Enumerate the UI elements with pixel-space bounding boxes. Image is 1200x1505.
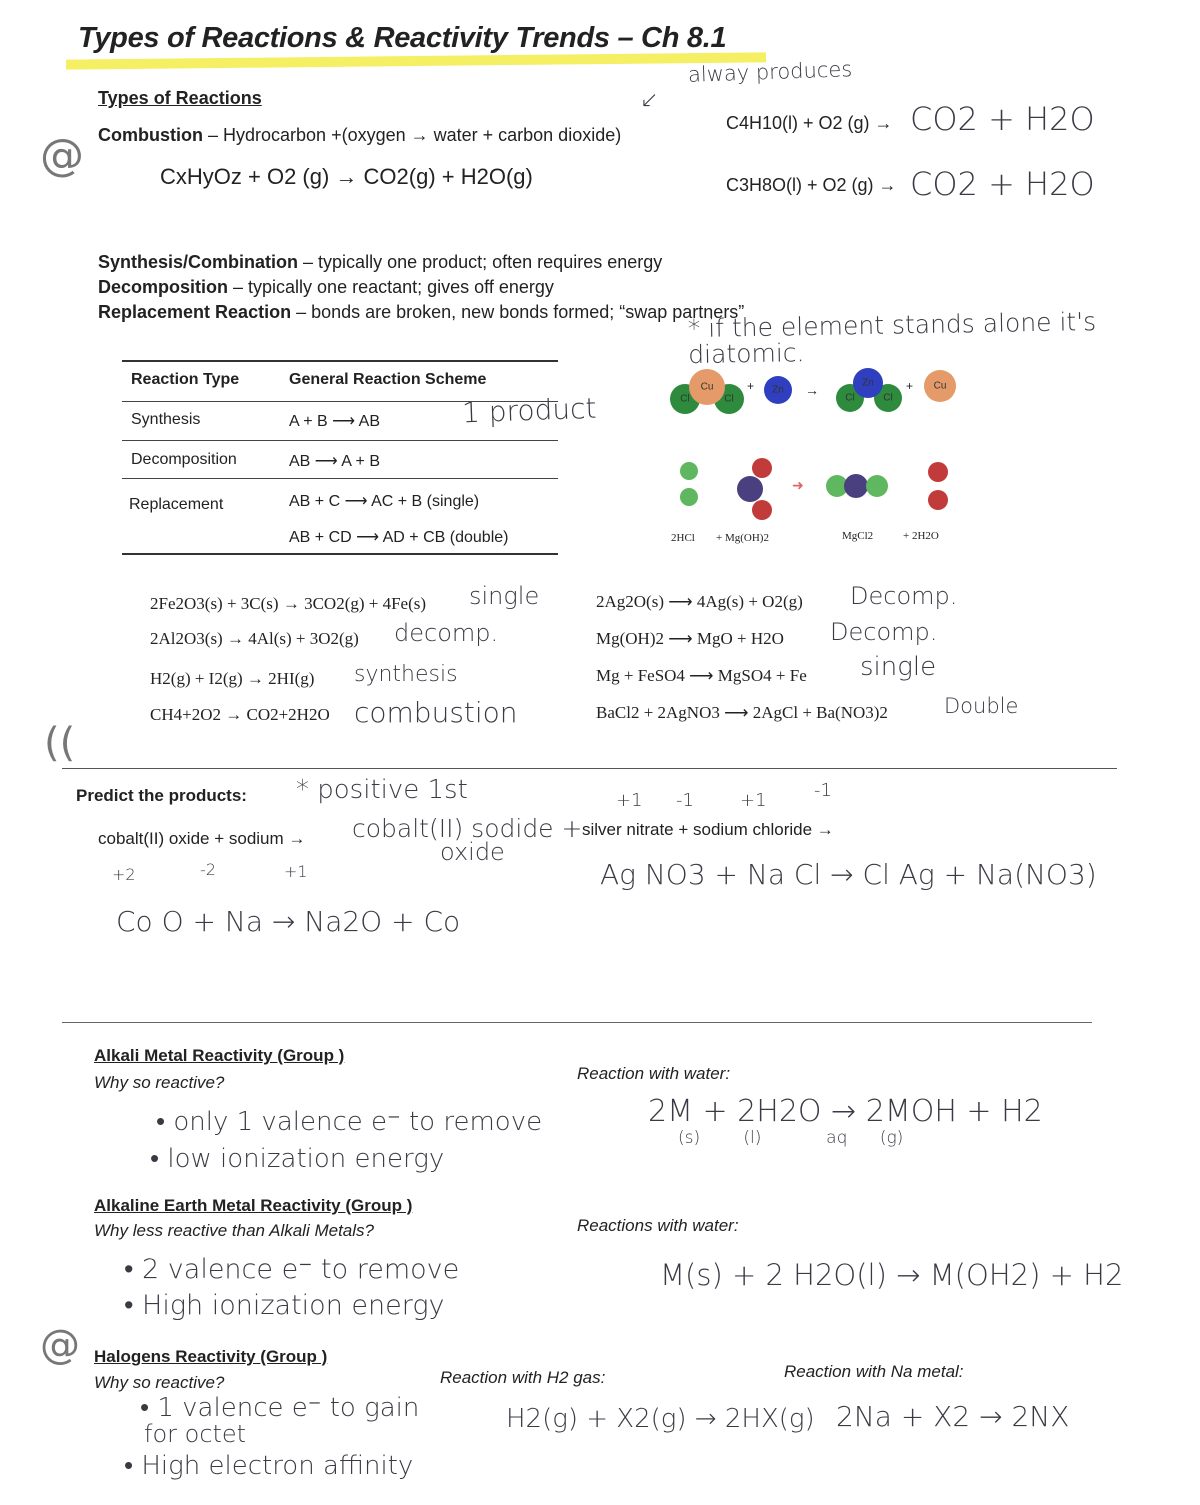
oxygen-atom-icon bbox=[752, 500, 772, 520]
model-label-h2o: + 2H2O bbox=[903, 530, 939, 542]
table-replacement-type: Replacement bbox=[129, 496, 224, 513]
example-right-2: Mg(OH)2 ⟶ MgO + H2O bbox=[596, 629, 784, 648]
atom-cu: Cu bbox=[689, 369, 725, 405]
table-rule-2 bbox=[122, 440, 558, 441]
model-label-mgoh2: + Mg(OH)2 bbox=[716, 532, 769, 544]
alkali-question: Why so reactive? bbox=[94, 1073, 225, 1092]
table-replacement-single: AB + C ⟶ AC + B (single) bbox=[289, 493, 480, 510]
mgcl2-molecule-icon bbox=[866, 475, 888, 497]
table-rule-3 bbox=[122, 478, 558, 479]
example-left-3: H2(g) + I2(g) → 2HI(g) bbox=[150, 669, 315, 688]
hcl-molecule-icon bbox=[680, 462, 698, 480]
atom-zn: Zn bbox=[764, 376, 792, 404]
combustion-note: alway produces bbox=[687, 57, 853, 87]
water-molecule-icon bbox=[928, 462, 948, 482]
table-top-rule bbox=[122, 360, 558, 362]
combustion-line: Combustion – Hydrocarbon +(oxygen → water + carbon dioxide) bbox=[98, 125, 622, 145]
atom-cl: Cl bbox=[714, 384, 744, 414]
example-left-4: CH4+2O2 → CO2+2H2O bbox=[150, 705, 330, 724]
alkaline-earth-bullet-1: • 2 valence e⁻ to remove bbox=[124, 1254, 460, 1285]
section-divider-1 bbox=[62, 768, 1117, 769]
predict-question-1-answer: Co O + Na → Na2O + Co bbox=[116, 905, 461, 938]
example-right-1-type: Decomp. bbox=[850, 582, 958, 610]
example-right-1: 2Ag2O(s) ⟶ 4Ag(s) + O2(g) bbox=[596, 592, 803, 611]
predict-label: Predict the products: bbox=[76, 786, 247, 805]
halogens-h2-label: Reaction with H2 gas: bbox=[440, 1368, 606, 1387]
synthesis-note: 1 product bbox=[461, 391, 597, 430]
types-heading: Types of Reactions bbox=[98, 88, 262, 108]
alkali-bullet-2: • low ionization energy bbox=[150, 1144, 445, 1174]
halogens-na-equation: 2Na + X2 → 2NX bbox=[836, 1400, 1070, 1433]
swirl-mark-icon: @ bbox=[40, 130, 84, 181]
charge-label: +1 bbox=[616, 790, 643, 811]
predict-note: * positive 1st bbox=[296, 775, 468, 805]
example-right-3-type: single bbox=[860, 652, 937, 682]
halogens-bullet-1: • 1 valence e⁻ to gain bbox=[140, 1393, 420, 1423]
example-left-4-type: combustion bbox=[354, 696, 518, 729]
atom-cu: Cu bbox=[924, 370, 956, 402]
table-replacement-double: AB + CD ⟶ AD + CB (double) bbox=[289, 529, 509, 546]
model-label-hcl: 2HCl bbox=[671, 532, 695, 544]
charge-label: -2 bbox=[200, 860, 216, 879]
water-molecule-icon bbox=[928, 490, 948, 510]
predict-question-1-work-b: oxide bbox=[440, 838, 505, 866]
halogens-question: Why so reactive? bbox=[94, 1373, 225, 1392]
halogens-h2-equation: H2(g) + X2(g) → 2HX(g) bbox=[506, 1404, 815, 1434]
arrow-icon: ↙ bbox=[640, 88, 659, 113]
swirl-mark-icon: (( bbox=[44, 720, 76, 766]
table-decomposition-scheme: AB ⟶ A + B bbox=[289, 453, 380, 470]
alkaline-earth-water-equation: M(s) + 2 H2O(l) → M(OH2) + H2 bbox=[660, 1258, 1124, 1292]
hcl-molecule-icon bbox=[680, 488, 698, 506]
combustion-example-2-answer: CO2 + H2O bbox=[910, 165, 1095, 203]
swirl-mark-icon: @ bbox=[40, 1322, 80, 1368]
charge-label: +1 bbox=[284, 862, 308, 881]
combustion-example-1: C4H10(l) + O2 (g) → bbox=[726, 113, 893, 133]
charge-label: +2 bbox=[112, 865, 136, 884]
plus-sign: + bbox=[906, 379, 914, 393]
model-label-mgcl2: MgCl2 bbox=[842, 530, 874, 542]
halogens-na-label: Reaction with Na metal: bbox=[784, 1362, 964, 1381]
predict-question-2: silver nitrate + sodium chloride → bbox=[582, 820, 834, 839]
reaction-arrow-icon: ➜ bbox=[792, 477, 804, 493]
table-synthesis-scheme: A + B ⟶ AB bbox=[289, 413, 380, 430]
predict-question-1-work-a: cobalt(II) sodide + bbox=[352, 814, 583, 843]
atom-cl: Cl bbox=[836, 384, 864, 412]
atom-zn: Zn bbox=[853, 368, 883, 398]
example-left-1-type: single bbox=[469, 582, 540, 610]
table-decomposition-type: Decomposition bbox=[131, 451, 237, 468]
example-left-1: 2Fe2O3(s) + 3C(s) → 3CO2(g) + 4Fe(s) bbox=[150, 594, 427, 613]
halogens-heading: Halogens Reactivity (Group ) bbox=[94, 1347, 328, 1366]
example-left-3-type: synthesis bbox=[354, 662, 458, 687]
oxygen-atom-icon bbox=[752, 458, 772, 478]
example-right-2-type: Decomp. bbox=[830, 618, 938, 646]
halogens-bullet-1-cont: for octet bbox=[144, 1420, 247, 1448]
combustion-example-1-answer: CO2 + H2O bbox=[910, 100, 1095, 138]
mgcl2-molecule-icon bbox=[844, 474, 868, 498]
definition-decomposition: Decomposition – typically one reactant; gives off energy bbox=[98, 277, 554, 297]
example-left-2: 2Al2O3(s) → 4Al(s) + 3O2(g) bbox=[150, 629, 359, 648]
example-right-4: BaCl2 + 2AgNO3 ⟶ 2AgCl + Ba(NO3)2 bbox=[596, 703, 888, 722]
predict-question-1: cobalt(II) oxide + sodium → bbox=[98, 829, 306, 848]
alkali-bullet-1: • only 1 valence e⁻ to remove bbox=[156, 1107, 543, 1137]
alkali-water-label: Reaction with water: bbox=[577, 1064, 731, 1083]
example-right-4-type: Double bbox=[944, 694, 1019, 718]
charge-label: +1 bbox=[740, 790, 767, 811]
page-title: Types of Reactions & Reactivity Trends – Ch 8.1 bbox=[78, 22, 727, 54]
predict-question-2-answer: Ag NO3 + Na Cl → Cl Ag + Na(NO3) bbox=[600, 858, 1097, 891]
alkaline-earth-heading: Alkaline Earth Metal Reactivity (Group ) bbox=[94, 1196, 413, 1215]
section-divider-2 bbox=[62, 1022, 1092, 1023]
alkali-heading: Alkali Metal Reactivity (Group ) bbox=[94, 1046, 345, 1065]
table-bottom-rule bbox=[122, 553, 558, 555]
alkaline-earth-bullet-2: • High ionization energy bbox=[124, 1290, 445, 1321]
atom-cl: Cl bbox=[670, 384, 700, 414]
example-right-3: Mg + FeSO4 ⟶ MgSO4 + Fe bbox=[596, 666, 807, 685]
table-header-scheme: General Reaction Scheme bbox=[289, 371, 487, 388]
charge-label: -1 bbox=[676, 790, 694, 811]
alkali-water-equation: 2M + 2H2O → 2MOH + H2 bbox=[648, 1094, 1043, 1129]
definition-replacement: Replacement Reaction – bonds are broken, new bonds formed; “swap partners” bbox=[98, 302, 745, 322]
atom-cl: Cl bbox=[874, 384, 902, 412]
charge-label: -1 bbox=[814, 780, 832, 801]
plus-sign: + bbox=[747, 379, 755, 393]
definition-synthesis: Synthesis/Combination – typically one product; often requires energy bbox=[98, 252, 663, 272]
combustion-example-2: C3H8O(l) + O2 (g) → bbox=[726, 175, 897, 195]
table-synthesis-type: Synthesis bbox=[131, 411, 201, 428]
example-left-2-type: decomp. bbox=[394, 619, 499, 647]
combustion-general-equation: CxHyOz + O2 (g) → CO2(g) + H2O(g) bbox=[160, 164, 533, 189]
alkali-water-states: (s) (l) aq (g) bbox=[678, 1128, 904, 1148]
table-header-type: Reaction Type bbox=[131, 371, 240, 388]
mgoh2-molecule-icon bbox=[737, 476, 763, 502]
reaction-arrow-icon: → bbox=[805, 382, 819, 398]
halogens-bullet-2: • High electron affinity bbox=[124, 1451, 414, 1481]
diatomic-note: * if the element stands alone it's diatomic. bbox=[687, 306, 1097, 370]
alkaline-earth-question: Why less reactive than Alkali Metals? bbox=[94, 1221, 374, 1240]
alkaline-earth-water-label: Reactions with water: bbox=[577, 1216, 739, 1235]
